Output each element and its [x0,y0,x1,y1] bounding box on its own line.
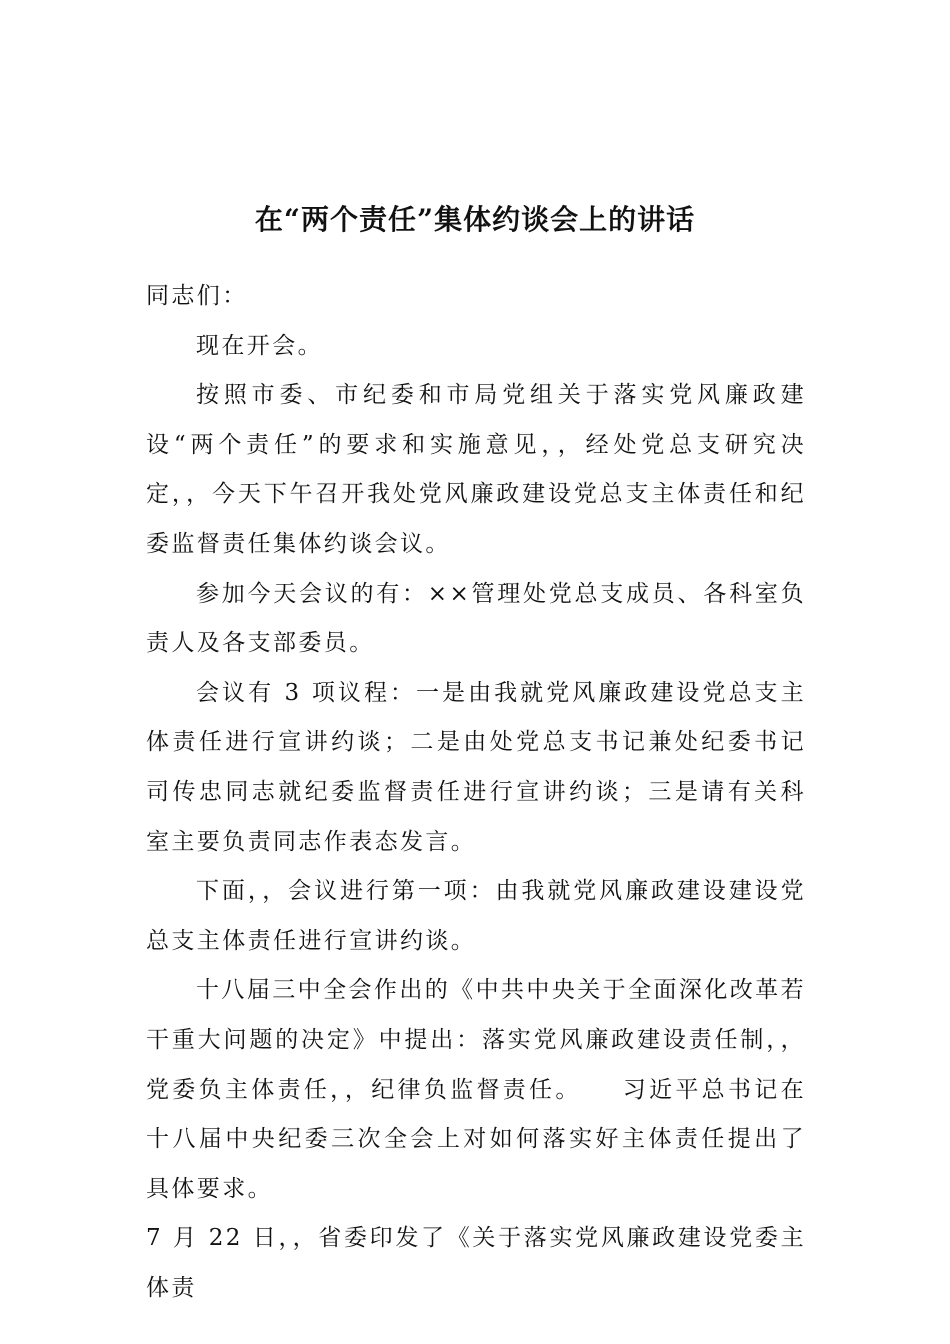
paragraph: 现在开会。 [196,332,323,359]
document-title: 在“两个责任”集体约谈会上的讲话 [254,203,696,236]
document-body [146,272,806,1313]
paragraph: 十八届三中全会作出的《中共中央关于全面深化改革若干重大问题的决定》中提出：落实党风廉政建设责任制，，党委负主体责任，，纪律负监督责任。 习近平总书记在十八届中央纪委三次全会上对如何落实好主体责任提出了具体要求。 [146,977,806,1202]
salutation: 同志们： [146,283,248,309]
paragraph: 下面，，会议进行第一项：由我就党风廉政建设建设党总支主体责任进行宣讲约谈。 [146,878,806,954]
paragraph: 7 月 22 日，，省委印发了《关于落实党风廉政建设党委主体责 [146,1225,806,1301]
paragraph: 按照市委、市纪委和市局党组关于落实党风廉政建设“两个责任”的要求和实施意见，，经处党总支研究决定，，今天下午召开我处党风廉政建设党总支主体责任和纪委监督责任集体约谈会议。 [146,382,806,557]
paragraph: 参加今天会议的有：××管理处党总支成员、各科室负责人及各支部委员。 [146,580,806,657]
paragraph: 会议有 3 项议程：一是由我就党风廉政建设党总支主体责任进行宣讲约谈；二是由处党总支书记兼处纪委书记司传忠同志就纪委监督责任进行宣讲约谈；三是请有关科室主要负责同志作表态发言。 [146,679,806,855]
